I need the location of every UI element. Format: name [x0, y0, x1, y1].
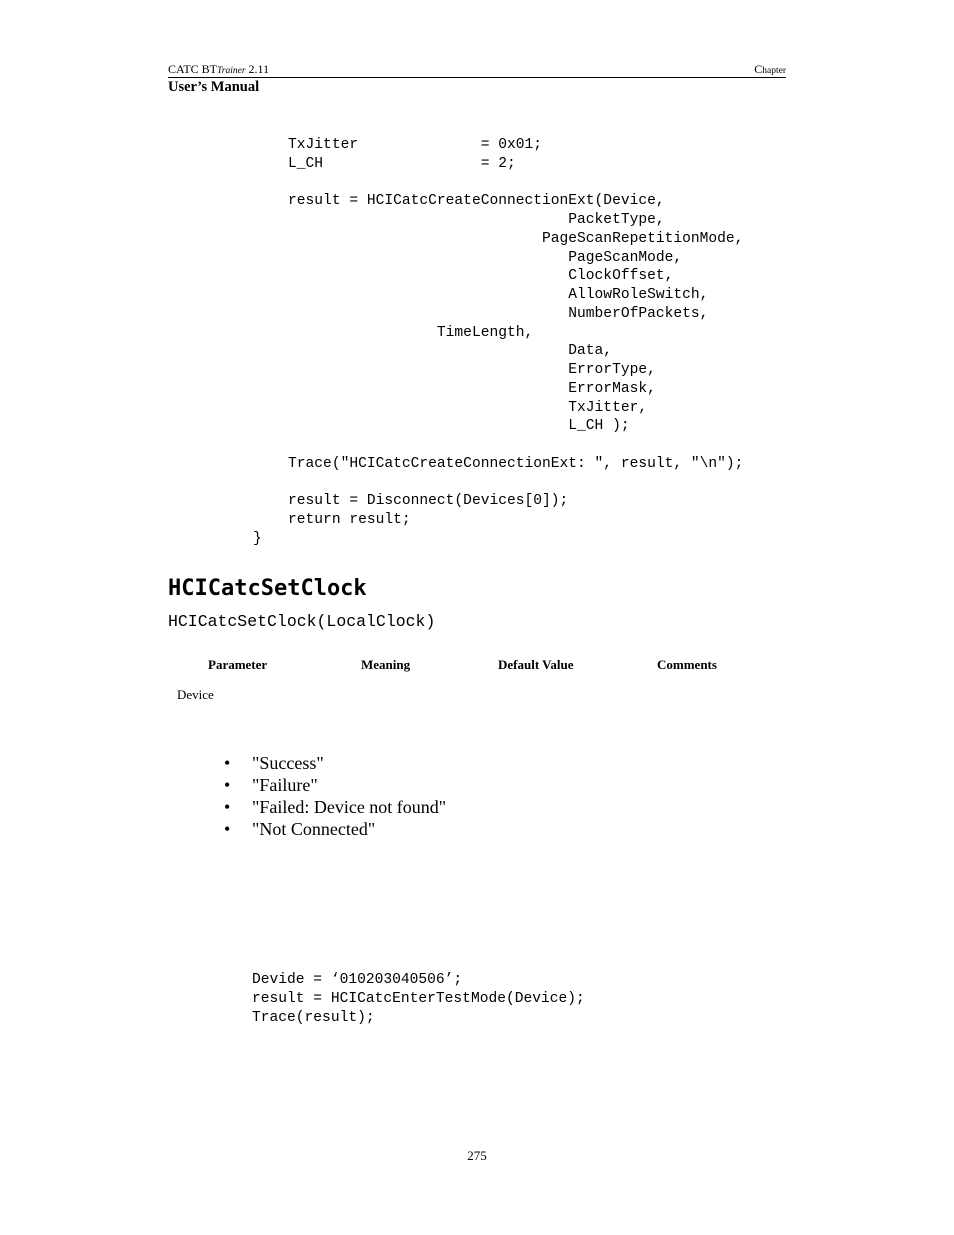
- header-chapter-first: C: [754, 62, 763, 76]
- table-header-default-value: Default Value: [498, 657, 574, 672]
- bullet-icon: •: [224, 753, 231, 773]
- header-product-smallcaps: Trainer: [217, 66, 246, 76]
- header-product: [168, 62, 269, 77]
- list-item: [224, 774, 446, 796]
- section-title: HCICatcSetClock: [168, 576, 367, 601]
- list-item-text: "Failed: Device not found": [252, 797, 447, 817]
- code-example-create-connection: TxJitter = 0x01; L_CH = 2; result = HCICatcCreateConnectionExt(Device, PacketType, PageScanRepetitionMode, PageScanMode, ClockOffset, AllowRoleSwitch, NumberOfPackets, TimeLength, Data, ErrorType, ErrorMask, TxJitter, L_CH ); Trace("HCICatcCreateConnectionExt: ", result, "\n"); result = Disconnect(Devices[0]); return result; }: [253, 137, 744, 547]
- header-rule: [168, 77, 786, 78]
- list-item-text: "Success": [252, 753, 324, 773]
- list-item: [224, 752, 446, 774]
- code-example-enter-test-mode: Devide = ‘010203040506’; result = HCICatcEnterTestMode(Device); Trace(result);: [252, 972, 585, 1026]
- list-item: [224, 818, 446, 840]
- header-manual-title: User’s Manual: [168, 79, 260, 95]
- list-item-text: "Not Connected": [252, 819, 376, 839]
- header-version: 2.11: [248, 62, 270, 76]
- table-cell-parameter: Device: [177, 687, 214, 702]
- bullet-icon: •: [224, 797, 231, 817]
- header-chapter-rest: hapter: [762, 66, 786, 76]
- header-product-prefix: CATC BT: [168, 62, 218, 76]
- table-header-meaning: Meaning: [361, 657, 411, 672]
- section-syntax: HCICatcSetClock(LocalClock): [168, 612, 436, 631]
- list-item: [224, 796, 446, 818]
- table-header-parameter: Parameter: [208, 657, 268, 672]
- page-number: 275: [467, 1148, 487, 1163]
- list-item-text: "Failure": [252, 775, 318, 795]
- header-chapter: [754, 62, 786, 77]
- return-values-list: [224, 752, 446, 840]
- bullet-icon: •: [224, 775, 231, 795]
- bullet-icon: •: [224, 819, 231, 839]
- table-header-comments: Comments: [657, 657, 717, 672]
